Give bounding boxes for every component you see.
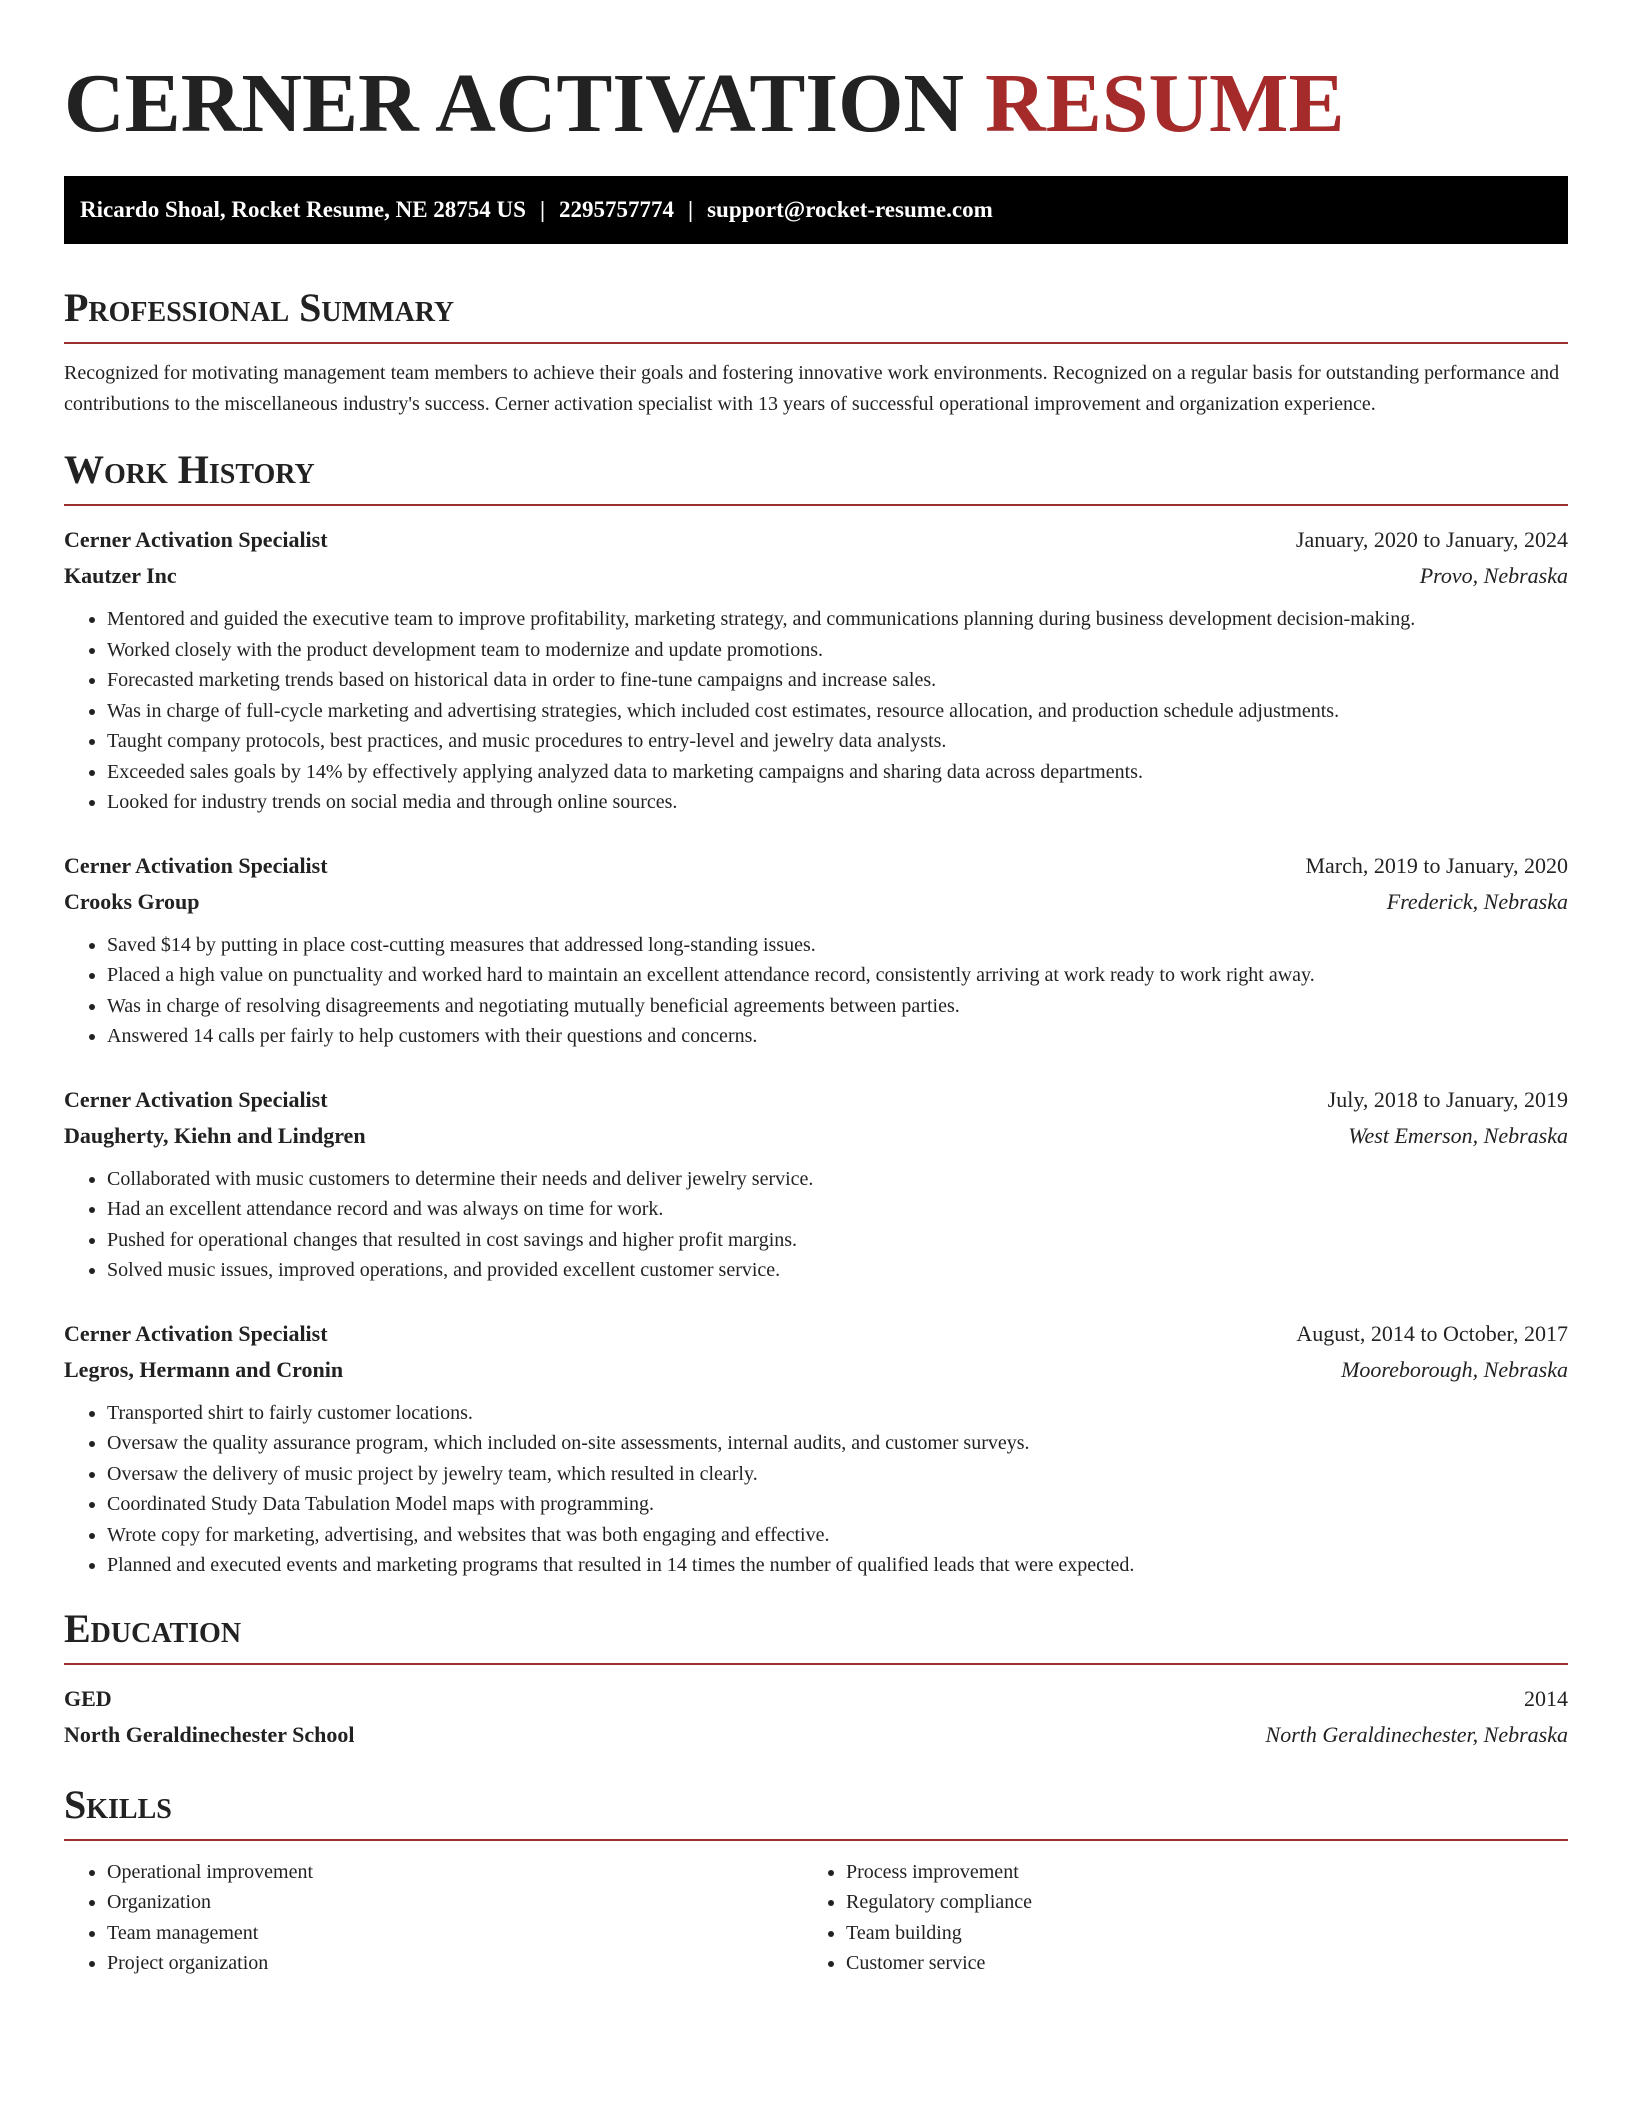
skills-list-right [803, 1857, 1542, 1979]
skill-item: • Process improvement [846, 1857, 1542, 1888]
section-heading-summary: Professional Summary [64, 282, 1568, 344]
education-degree: GED [64, 1685, 112, 1711]
job-company-row [64, 558, 1568, 594]
job-bullet: • Taught company protocols, best practices, and music procedures to entry-level and jewelry data analysts. [107, 726, 1568, 757]
job-company: Daugherty, Kiehn and Lindgren [64, 1122, 366, 1148]
job-bullet: • Coordinated Study Data Tabulation Model maps with programming. [107, 1489, 1568, 1520]
job-bullet: • Saved $14 by putting in place cost-cutting measures that addressed long-standing issues. [107, 930, 1568, 961]
skills-section [64, 1779, 1568, 1979]
education-row-1 [64, 1681, 1568, 1717]
contact-email[interactable]: support@rocket-resume.com [707, 197, 993, 222]
job-location: Provo, Nebraska [1419, 563, 1568, 588]
job-bullet: • Mentored and guided the executive team to improve profitability, marketing strategy, and communications planning during business development decision-making. [107, 604, 1568, 635]
job-bullet-list [64, 1398, 1568, 1581]
job-bullet: • Looked for industry trends on social media and through online sources. [107, 787, 1568, 818]
job-entry [64, 848, 1568, 1052]
job-company: Kautzer Inc [64, 563, 177, 588]
section-heading-work: Work History [64, 444, 1568, 506]
skill-item: • Project organization [107, 1948, 803, 1979]
job-bullet: • Planned and executed events and marketing programs that resulted in 14 times the number of qualified leads that were expected. [107, 1550, 1568, 1581]
job-bullet: • Oversaw the delivery of music project by jewelry team, which resulted in clearly. [107, 1459, 1568, 1490]
job-bullet: • Was in charge of resolving disagreements and negotiating mutually beneficial agreements between parties. [107, 991, 1568, 1022]
job-location: Frederick, Nebraska [1386, 888, 1568, 914]
job-bullet: • Was in charge of full-cycle marketing and advertising strategies, which included cost estimates, resource allocation, and production schedule adjustments. [107, 696, 1568, 727]
job-dates: July, 2018 to January, 2019 [1327, 1086, 1568, 1112]
education-entry [64, 1681, 1568, 1753]
job-bullet-list [64, 604, 1568, 818]
job-bullet: • Collaborated with music customers to determine their needs and deliver jewelry service. [107, 1164, 1568, 1195]
skill-item: • Customer service [846, 1948, 1542, 1979]
skill-item: • Operational improvement [107, 1857, 803, 1888]
contact-address: Ricardo Shoal, Rocket Resume, NE 28754 US [80, 197, 526, 222]
job-title: Cerner Activation Specialist [64, 1086, 328, 1112]
job-bullet: • Forecasted marketing trends based on historical data in order to fine-tune campaigns and increase sales. [107, 665, 1568, 696]
summary-section [64, 282, 1568, 420]
job-entry [64, 1316, 1568, 1581]
job-title-row [64, 522, 1568, 558]
job-entry [64, 522, 1568, 818]
education-section [64, 1603, 1568, 1753]
job-location: West Emerson, Nebraska [1348, 1122, 1568, 1148]
job-bullet: • Wrote copy for marketing, advertising, and websites that was both engaging and effective. [107, 1520, 1568, 1551]
education-location: North Geraldinechester, Nebraska [1265, 1721, 1568, 1747]
job-bullet: • Answered 14 calls per fairly to help customers with their questions and concerns. [107, 1021, 1568, 1052]
contact-separator: | [539, 197, 546, 222]
job-bullet-list [64, 1164, 1568, 1286]
job-company-row [64, 1118, 1568, 1154]
skill-item: • Team building [846, 1918, 1542, 1949]
education-row-2 [64, 1717, 1568, 1753]
job-title-row [64, 1316, 1568, 1352]
job-company-row [64, 1352, 1568, 1388]
summary-text: Recognized for motivating management team members to achieve their goals and fostering innovative work environments. Recognized on a regular basis for outstanding performance and contributions to the miscellaneous industry's success. Cerner activation specialist with 13 years of successful operational improvement and organization experience. [64, 362, 1560, 415]
job-bullet: • Oversaw the quality assurance program, which included on-site assessments, internal audits, and customer surveys. [107, 1428, 1568, 1459]
job-title: Cerner Activation Specialist [64, 852, 328, 878]
job-dates: March, 2019 to January, 2020 [1305, 852, 1568, 878]
contact-bar [64, 176, 1568, 244]
job-bullet-list [64, 930, 1568, 1052]
skills-list-left [64, 1857, 803, 1979]
job-bullet: • Placed a high value on punctuality and worked hard to maintain an excellent attendance record, consistently arriving at work ready to work right away. [107, 960, 1568, 991]
job-bullet: • Solved music issues, improved operations, and provided excellent customer service. [107, 1255, 1568, 1286]
skill-item: • Regulatory compliance [846, 1887, 1542, 1918]
job-entry [64, 1082, 1568, 1286]
job-title-row [64, 1082, 1568, 1118]
resume-title [64, 0, 1568, 176]
job-title: Cerner Activation Specialist [64, 527, 328, 552]
title-accent: RESUME [985, 57, 1345, 150]
job-dates: January, 2020 to January, 2024 [1295, 527, 1568, 552]
education-year: 2014 [1524, 1685, 1568, 1711]
job-company: Crooks Group [64, 888, 200, 914]
skill-item: • Team management [107, 1918, 803, 1949]
skills-columns [64, 1857, 1568, 1979]
job-bullet: • Exceeded sales goals by 14% by effectively applying analyzed data to marketing campaigns and sharing data across departments. [107, 757, 1568, 788]
job-location: Mooreborough, Nebraska [1341, 1356, 1568, 1382]
job-company: Legros, Hermann and Cronin [64, 1356, 344, 1382]
education-school: North Geraldinechester School [64, 1721, 355, 1747]
job-bullet: • Transported shirt to fairly customer locations. [107, 1398, 1568, 1429]
section-heading-skills: Skills [64, 1779, 1568, 1841]
job-title: Cerner Activation Specialist [64, 1320, 328, 1346]
job-bullet: • Had an excellent attendance record and was always on time for work. [107, 1194, 1568, 1225]
job-company-row [64, 884, 1568, 920]
job-dates: August, 2014 to October, 2017 [1296, 1320, 1568, 1346]
contact-separator: | [688, 197, 694, 222]
skill-item: • Organization [107, 1887, 803, 1918]
job-bullet: • Worked closely with the product development team to modernize and update promotions. [107, 635, 1568, 666]
contact-phone[interactable]: 2295757774 [559, 197, 675, 222]
section-heading-education: Education [64, 1603, 1568, 1665]
title-main: CERNER ACTIVATION [64, 57, 965, 150]
job-title-row [64, 848, 1568, 884]
work-history-section [64, 444, 1568, 1581]
job-list [64, 522, 1568, 1581]
job-bullet: • Pushed for operational changes that resulted in cost savings and higher profit margins. [107, 1225, 1568, 1256]
